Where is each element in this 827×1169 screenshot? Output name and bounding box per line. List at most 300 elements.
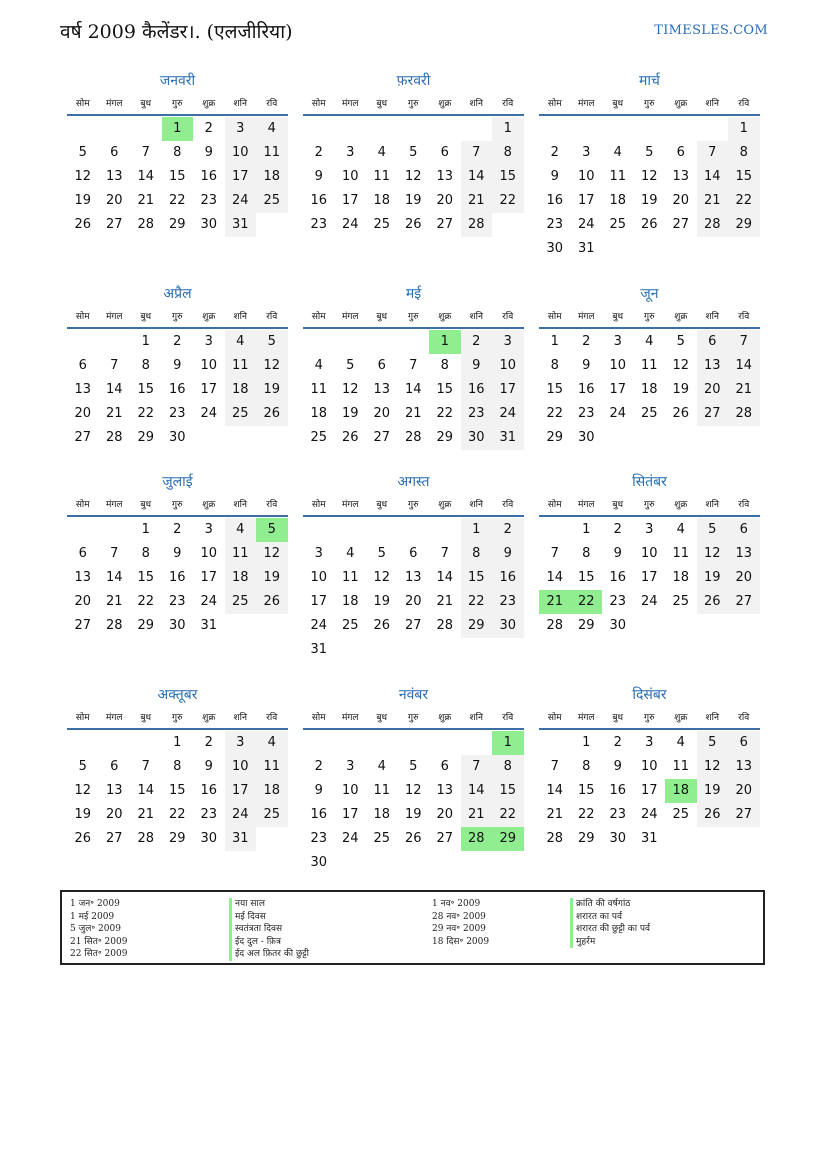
weekday-label: शनि — [705, 713, 719, 723]
day-cell: 24 — [225, 189, 257, 213]
day-cell: 24 — [200, 594, 218, 609]
day-cell: 13 — [404, 570, 422, 585]
weekday-header — [539, 495, 760, 517]
legend-holiday-name: शरारत का पर्व — [570, 911, 650, 924]
day-cell: 17 — [225, 165, 257, 189]
day-cell: 15 — [492, 165, 524, 189]
day-cell: 16 — [492, 566, 524, 590]
day-cell: 6 — [110, 759, 119, 774]
legend-holiday-name: मई दिवस — [229, 911, 309, 924]
day-cell: 28 — [105, 618, 123, 633]
weekday-label: गुरु — [644, 500, 655, 510]
month-name: मार्च — [639, 73, 660, 89]
days-grid — [539, 117, 760, 261]
day-cell: 18 — [373, 193, 391, 208]
day-cell: 27 — [74, 430, 92, 445]
day-cell: 19 — [640, 193, 658, 208]
empty-cell — [303, 117, 335, 141]
empty-cell — [335, 731, 367, 755]
legend-holiday-name: शरारत की छुट्टी का पर्व — [570, 923, 650, 936]
weekday-label: गुरु — [408, 312, 419, 322]
month-block — [67, 72, 288, 237]
empty-cell — [99, 518, 131, 542]
day-cell: 18 — [640, 382, 658, 397]
day-cell: 7 — [409, 358, 418, 373]
month-block — [303, 473, 524, 662]
day-cell: 14 — [404, 382, 422, 397]
weekday-label: मंगल — [105, 99, 123, 109]
month-block — [539, 285, 760, 450]
day-cell: 18 — [225, 566, 257, 590]
empty-cell — [366, 117, 398, 141]
legend-holiday-name: नया साल — [229, 898, 309, 911]
page-title: वर्ष 2009 कैलेंडर।. (एलजीरिया) — [60, 21, 293, 43]
day-cell: 30 — [609, 831, 627, 846]
empty-cell — [335, 330, 367, 354]
day-cell: 4 — [256, 117, 288, 141]
day-cell: 3 — [492, 330, 524, 354]
weekday-label: बुध — [140, 312, 152, 322]
weekday-header — [303, 495, 524, 517]
day-cell: 24 — [310, 618, 328, 633]
day-cell: 24 — [492, 402, 524, 426]
day-cell: 20 — [105, 193, 123, 208]
empty-cell — [335, 518, 367, 542]
day-cell: 12 — [74, 783, 92, 798]
day-cell: 11 — [373, 169, 391, 184]
day-cell: 15 — [577, 783, 595, 798]
weekday-label: शनि — [469, 713, 483, 723]
day-cell: 19 — [404, 807, 422, 822]
day-cell: 11 — [341, 570, 359, 585]
day-cell: 30 — [461, 426, 493, 450]
day-cell: 28 — [404, 430, 422, 445]
day-cell: 15 — [728, 165, 760, 189]
empty-cell — [303, 518, 335, 542]
day-cell: 26 — [404, 831, 422, 846]
holiday-day-cell: 28 — [461, 827, 493, 851]
weekday-label: बुध — [140, 500, 152, 510]
days-grid — [303, 330, 524, 450]
day-cell: 21 — [404, 406, 422, 421]
day-cell: 30 — [200, 831, 218, 846]
day-cell: 24 — [341, 831, 359, 846]
weekday-label: गुरु — [172, 713, 183, 723]
weekday-header — [303, 307, 524, 329]
day-cell: 6 — [110, 145, 119, 160]
day-cell: 14 — [546, 783, 564, 798]
empty-cell — [99, 330, 131, 354]
day-cell: 15 — [492, 779, 524, 803]
day-cell: 2 — [461, 330, 493, 354]
day-cell: 17 — [492, 378, 524, 402]
weekday-label: गुरु — [644, 312, 655, 322]
weekday-label: रवि — [502, 99, 514, 109]
empty-cell — [67, 731, 99, 755]
weekday-label: रवि — [502, 312, 514, 322]
day-cell: 15 — [168, 783, 186, 798]
day-cell: 3 — [314, 546, 323, 561]
day-cell: 4 — [377, 759, 386, 774]
day-cell: 4 — [256, 731, 288, 755]
day-cell: 23 — [200, 193, 218, 208]
legend-dates-right — [432, 898, 489, 948]
day-cell: 23 — [609, 807, 627, 822]
empty-cell — [398, 330, 430, 354]
weekday-label: बुध — [140, 99, 152, 109]
day-cell: 12 — [640, 169, 658, 184]
empty-cell — [366, 330, 398, 354]
day-cell: 13 — [74, 570, 92, 585]
weekday-label: रवि — [738, 713, 750, 723]
days-grid — [303, 731, 524, 875]
day-cell: 20 — [74, 594, 92, 609]
day-cell: 10 — [310, 570, 328, 585]
day-cell: 25 — [672, 807, 690, 822]
day-cell: 11 — [373, 783, 391, 798]
weekday-label: शुक्र — [202, 99, 216, 109]
weekday-header — [303, 94, 524, 116]
day-cell: 29 — [137, 430, 155, 445]
day-cell: 29 — [168, 831, 186, 846]
day-cell: 19 — [74, 807, 92, 822]
day-cell: 31 — [492, 426, 524, 450]
weekday-label: रवि — [738, 312, 750, 322]
weekday-label: सोम — [547, 312, 562, 322]
day-cell: 22 — [137, 406, 155, 421]
day-cell: 25 — [256, 803, 288, 827]
day-cell: 18 — [225, 378, 257, 402]
holiday-day-cell: 18 — [665, 779, 697, 803]
day-cell: 20 — [436, 193, 454, 208]
day-cell: 26 — [74, 831, 92, 846]
weekday-label: शनि — [233, 99, 247, 109]
day-cell: 24 — [640, 594, 658, 609]
day-cell: 9 — [173, 546, 182, 561]
weekday-label: मंगल — [577, 312, 595, 322]
weekday-label: गुरु — [644, 99, 655, 109]
day-cell: 8 — [550, 358, 559, 373]
day-cell: 15 — [436, 382, 454, 397]
month-block — [303, 285, 524, 450]
weekday-label: मंगल — [341, 500, 359, 510]
day-cell: 1 — [141, 522, 150, 537]
weekday-label: शुक्र — [202, 500, 216, 510]
weekday-label: गुरु — [408, 713, 419, 723]
day-cell: 15 — [461, 566, 493, 590]
day-cell: 4 — [676, 522, 685, 537]
legend-holiday-date: 28 नव॰ 2009 — [432, 911, 486, 922]
day-cell: 30 — [168, 430, 186, 445]
day-cell: 27 — [672, 217, 690, 232]
day-cell: 15 — [577, 570, 595, 585]
day-cell: 2 — [613, 522, 622, 537]
weekday-label: शनि — [233, 500, 247, 510]
legend-holiday-name: ईद अल फ़ितर की छुट्टी — [229, 948, 309, 961]
day-cell: 20 — [728, 566, 760, 590]
legend-names-left — [229, 898, 309, 961]
day-cell: 31 — [640, 831, 658, 846]
weekday-header — [303, 708, 524, 730]
weekday-label: शुक्र — [202, 312, 216, 322]
empty-cell — [99, 117, 131, 141]
day-cell: 21 — [105, 406, 123, 421]
day-cell: 24 — [200, 406, 218, 421]
day-cell: 28 — [546, 831, 564, 846]
empty-cell — [130, 117, 162, 141]
day-cell: 3 — [645, 735, 654, 750]
day-cell: 2 — [314, 145, 323, 160]
empty-cell — [634, 117, 666, 141]
day-cell: 22 — [492, 189, 524, 213]
day-cell: 24 — [225, 803, 257, 827]
month-block — [67, 285, 288, 450]
empty-cell — [429, 117, 461, 141]
day-cell: 29 — [168, 217, 186, 232]
day-cell: 5 — [697, 518, 729, 542]
weekday-label: शनि — [705, 500, 719, 510]
day-cell: 22 — [577, 807, 595, 822]
empty-cell — [335, 117, 367, 141]
day-cell: 25 — [373, 217, 391, 232]
day-cell: 27 — [404, 618, 422, 633]
weekday-label: शनि — [233, 312, 247, 322]
weekday-header — [539, 94, 760, 116]
day-cell: 9 — [204, 145, 213, 160]
empty-cell — [398, 731, 430, 755]
empty-cell — [602, 117, 634, 141]
day-cell: 26 — [256, 590, 288, 614]
legend-holiday-date: 1 मई 2009 — [70, 911, 115, 922]
day-cell: 11 — [672, 759, 690, 774]
day-cell: 16 — [310, 807, 328, 822]
day-cell: 8 — [492, 141, 524, 165]
weekday-label: सोम — [75, 500, 90, 510]
empty-cell — [461, 731, 493, 755]
legend-holiday-date: 1 जन॰ 2009 — [70, 899, 120, 909]
day-cell: 16 — [200, 783, 218, 798]
day-cell: 16 — [168, 570, 186, 585]
weekday-label: सोम — [311, 312, 326, 322]
day-cell: 3 — [204, 522, 213, 537]
weekday-label: शुक्र — [438, 312, 452, 322]
weekday-header — [67, 94, 288, 116]
month-block — [303, 686, 524, 875]
day-cell: 11 — [256, 755, 288, 779]
day-cell: 6 — [440, 145, 449, 160]
day-cell: 29 — [577, 831, 595, 846]
day-cell: 16 — [168, 382, 186, 397]
weekday-header — [539, 307, 760, 329]
weekday-label: सोम — [547, 500, 562, 510]
day-cell: 26 — [341, 430, 359, 445]
day-cell: 14 — [546, 570, 564, 585]
day-cell: 17 — [200, 382, 218, 397]
legend-holiday-date: 22 सित॰ 2009 — [70, 949, 128, 959]
day-cell: 30 — [168, 618, 186, 633]
day-cell: 14 — [105, 382, 123, 397]
day-cell: 19 — [256, 378, 288, 402]
weekday-label: सोम — [547, 713, 562, 723]
weekday-label: सोम — [311, 713, 326, 723]
weekday-label: बुध — [140, 713, 152, 723]
day-cell: 17 — [640, 570, 658, 585]
day-cell: 15 — [137, 570, 155, 585]
empty-cell — [303, 731, 335, 755]
month-name: सितंबर — [632, 474, 667, 490]
day-cell: 27 — [728, 590, 760, 614]
day-cell: 26 — [640, 217, 658, 232]
day-cell: 4 — [377, 145, 386, 160]
weekday-label: बुध — [612, 99, 624, 109]
day-cell: 20 — [436, 807, 454, 822]
day-cell: 29 — [728, 213, 760, 237]
day-cell: 25 — [341, 618, 359, 633]
weekday-label: रवि — [738, 500, 750, 510]
day-cell: 21 — [546, 807, 564, 822]
day-cell: 9 — [314, 169, 323, 184]
day-cell: 17 — [609, 382, 627, 397]
legend-holiday-date: 29 नव॰ 2009 — [432, 924, 486, 934]
day-cell: 10 — [341, 783, 359, 798]
weekday-label: मंगल — [341, 99, 359, 109]
month-name: जून — [640, 286, 659, 302]
day-cell: 7 — [461, 141, 493, 165]
day-cell: 26 — [697, 590, 729, 614]
day-cell: 18 — [373, 807, 391, 822]
weekday-header — [67, 307, 288, 329]
weekday-label: मंगल — [341, 713, 359, 723]
day-cell: 14 — [105, 570, 123, 585]
weekday-label: सोम — [75, 99, 90, 109]
empty-cell — [67, 518, 99, 542]
day-cell: 26 — [697, 803, 729, 827]
legend-names-right — [570, 898, 650, 948]
empty-cell — [303, 330, 335, 354]
empty-cell — [461, 117, 493, 141]
day-cell: 29 — [546, 430, 564, 445]
day-cell: 19 — [256, 566, 288, 590]
day-cell: 8 — [173, 759, 182, 774]
weekday-label: शुक्र — [438, 99, 452, 109]
day-cell: 7 — [728, 330, 760, 354]
month-block — [539, 72, 760, 261]
day-cell: 10 — [640, 759, 658, 774]
day-cell: 4 — [676, 735, 685, 750]
day-cell: 28 — [137, 831, 155, 846]
weekday-label: शुक्र — [674, 99, 688, 109]
day-cell: 19 — [341, 406, 359, 421]
day-cell: 28 — [728, 402, 760, 426]
month-block — [539, 473, 760, 638]
empty-cell — [429, 518, 461, 542]
day-cell: 6 — [78, 546, 87, 561]
empty-cell — [697, 117, 729, 141]
day-cell: 6 — [728, 731, 760, 755]
day-cell: 11 — [310, 382, 328, 397]
day-cell: 8 — [141, 358, 150, 373]
day-cell: 28 — [461, 213, 493, 237]
day-cell: 4 — [225, 330, 257, 354]
holiday-day-cell: 21 — [539, 590, 571, 614]
empty-cell — [366, 731, 398, 755]
weekday-label: शुक्र — [438, 500, 452, 510]
weekday-label: मंगल — [577, 99, 595, 109]
day-cell: 14 — [137, 783, 155, 798]
day-cell: 25 — [672, 594, 690, 609]
day-cell: 26 — [256, 402, 288, 426]
day-cell: 16 — [200, 169, 218, 184]
month-name: नवंबर — [398, 687, 429, 703]
legend-holiday-name: क्रांति की वर्षगांठ — [570, 898, 650, 911]
day-cell: 8 — [492, 755, 524, 779]
weekday-label: शनि — [705, 99, 719, 109]
weekday-label: रवि — [266, 312, 278, 322]
weekday-label: रवि — [502, 713, 514, 723]
holiday-day-cell: 29 — [492, 827, 524, 851]
day-cell: 28 — [436, 618, 454, 633]
day-cell: 23 — [577, 406, 595, 421]
weekday-label: रवि — [266, 713, 278, 723]
day-cell: 12 — [373, 570, 391, 585]
site-link[interactable]: TIMESLES.COM — [654, 23, 768, 38]
day-cell: 11 — [225, 354, 257, 378]
day-cell: 13 — [105, 783, 123, 798]
day-cell: 27 — [373, 430, 391, 445]
day-cell: 8 — [728, 141, 760, 165]
day-cell: 9 — [204, 759, 213, 774]
day-cell: 10 — [341, 169, 359, 184]
day-cell: 6 — [728, 518, 760, 542]
day-cell: 23 — [461, 402, 493, 426]
day-cell: 23 — [200, 807, 218, 822]
day-cell: 22 — [137, 594, 155, 609]
day-cell: 14 — [137, 169, 155, 184]
day-cell: 10 — [609, 358, 627, 373]
day-cell: 3 — [225, 117, 257, 141]
month-name: जुलाई — [162, 474, 193, 490]
day-cell: 2 — [550, 145, 559, 160]
day-cell: 2 — [204, 735, 213, 750]
day-cell: 7 — [141, 145, 150, 160]
weekday-label: शनि — [469, 99, 483, 109]
empty-cell — [539, 518, 571, 542]
day-cell: 13 — [373, 382, 391, 397]
day-cell: 12 — [697, 755, 729, 779]
month-name: अक्तूबर — [157, 687, 198, 703]
weekday-label: सोम — [311, 500, 326, 510]
day-cell: 17 — [341, 807, 359, 822]
day-cell: 5 — [697, 731, 729, 755]
holiday-day-cell: 22 — [571, 590, 603, 614]
month-block — [303, 72, 524, 237]
day-cell: 28 — [697, 213, 729, 237]
day-cell: 23 — [492, 590, 524, 614]
day-cell: 1 — [728, 117, 760, 141]
day-cell: 6 — [676, 145, 685, 160]
empty-cell — [398, 518, 430, 542]
day-cell: 20 — [728, 779, 760, 803]
weekday-label: सोम — [75, 312, 90, 322]
month-name: जनवरी — [159, 73, 196, 89]
days-grid — [539, 330, 760, 450]
weekday-label: बुध — [612, 713, 624, 723]
day-cell: 21 — [105, 594, 123, 609]
days-grid — [67, 518, 288, 638]
day-cell: 1 — [461, 518, 493, 542]
day-cell: 25 — [609, 217, 627, 232]
day-cell: 18 — [310, 406, 328, 421]
